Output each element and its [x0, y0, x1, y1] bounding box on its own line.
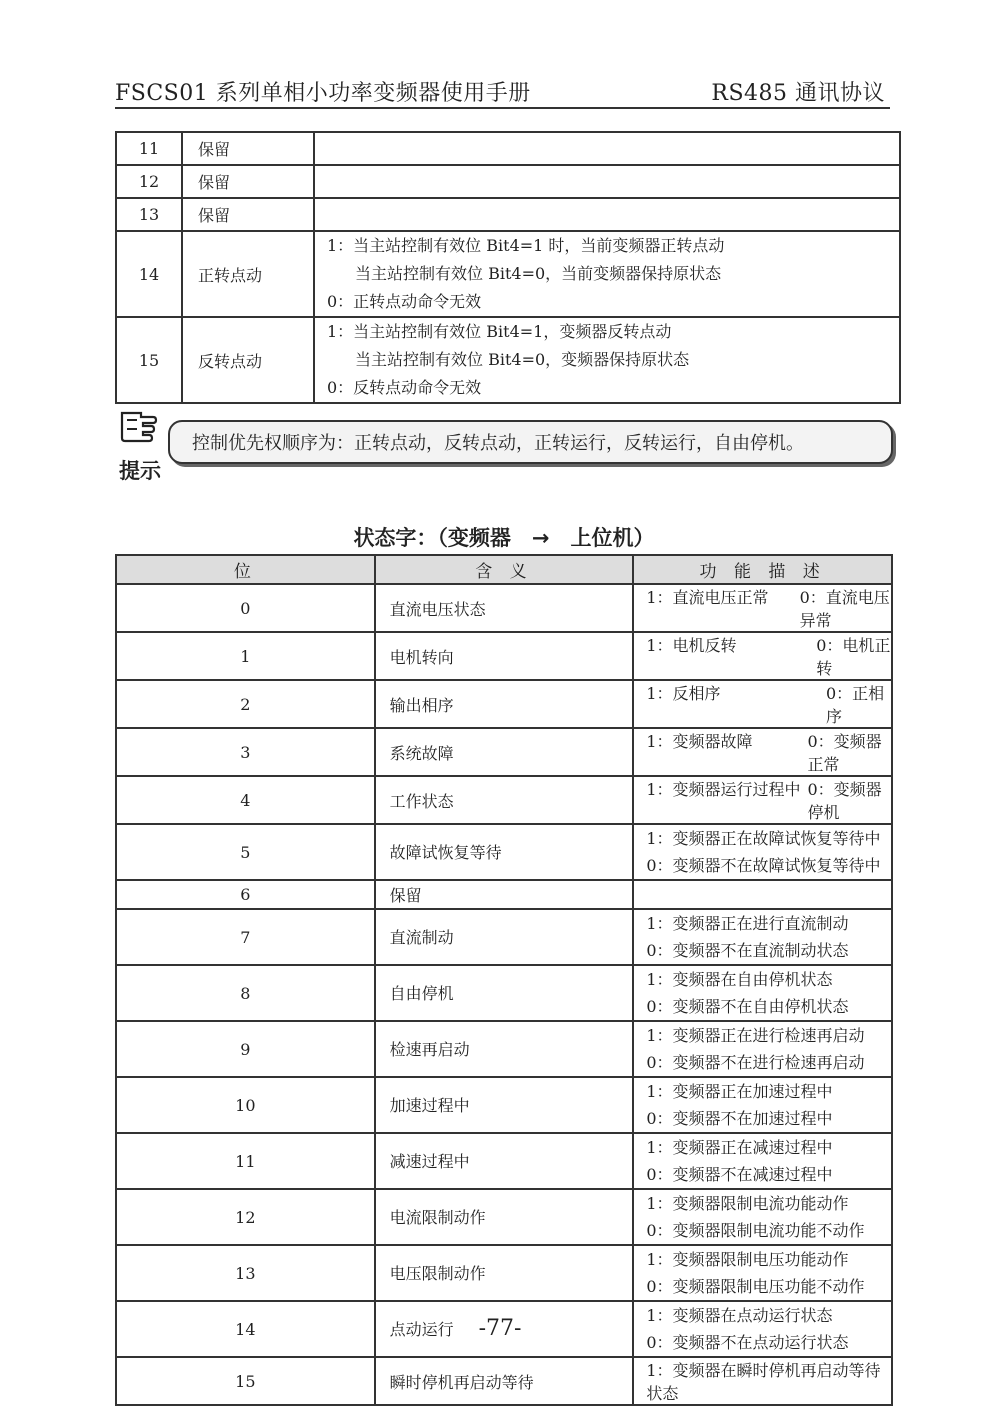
- table-row: [116, 584, 892, 632]
- table-row: [116, 198, 900, 231]
- bit-meaning: 检速再启动: [375, 1021, 634, 1077]
- function-pair: [646, 777, 891, 823]
- bit-function: [633, 776, 892, 824]
- table-row: [116, 776, 892, 824]
- tip-label: 提示: [119, 459, 161, 483]
- table-row: [116, 1077, 892, 1133]
- bit-function: [633, 1133, 892, 1189]
- page-number: -77-: [478, 1316, 522, 1341]
- bit-function: [633, 824, 892, 880]
- bit-name: 保留: [182, 132, 314, 165]
- page-header: [115, 72, 885, 108]
- bit-function: [633, 1021, 892, 1077]
- status-word-table: [115, 554, 893, 1406]
- control-word-table: [115, 131, 901, 404]
- bit-number: 1: [116, 632, 375, 680]
- bit-number: 0: [116, 584, 375, 632]
- bit-meaning: 故障试恢复等待: [375, 824, 634, 880]
- description-line: 1：当主站控制有效位 Bit4=1，变频器反转点动: [327, 322, 672, 341]
- value-one: 1：电机反转: [646, 636, 737, 655]
- col-header-meaning: 含 义: [375, 555, 634, 584]
- bit-meaning: 电压限制动作: [375, 1245, 634, 1301]
- table-row: [116, 317, 900, 403]
- function-line: 1：变频器正在加速过程中: [646, 1082, 833, 1101]
- bit-meaning: 电机转向: [375, 632, 634, 680]
- function-line: 1：变频器正在进行检速再启动: [646, 1026, 865, 1045]
- function-line: 0：变频器不在减速过程中: [646, 1165, 833, 1184]
- bit-function: [633, 1077, 892, 1133]
- function-pair: [646, 585, 891, 631]
- function-line: 0：变频器不在直流制动状态: [646, 941, 849, 960]
- table-row: [116, 1021, 892, 1077]
- function-line: 1：变频器正在减速过程中: [646, 1138, 833, 1157]
- bit-function: [633, 880, 892, 909]
- bit-number: 13: [116, 1245, 375, 1301]
- bit-description: [314, 317, 900, 403]
- function-line: 1：变频器在瞬时停机再启动等待状态: [646, 1361, 881, 1403]
- bit-number: 11: [116, 1133, 375, 1189]
- table-row: [116, 231, 900, 317]
- bit-number: 15: [116, 317, 182, 403]
- bit-number: 9: [116, 1021, 375, 1077]
- bit-meaning: 工作状态: [375, 776, 634, 824]
- bit-function: [633, 728, 892, 776]
- function-line: 1：变频器在自由停机状态: [646, 970, 833, 989]
- bit-function: [633, 1357, 892, 1405]
- table-row: [116, 909, 892, 965]
- function-line: 0：变频器限制电压功能不动作: [646, 1277, 865, 1296]
- bit-number: 3: [116, 728, 375, 776]
- function-line: 0：变频器不在加速过程中: [646, 1109, 833, 1128]
- description-line: 当主站控制有效位 Bit4=0，当前变频器保持原状态: [355, 264, 722, 283]
- bit-number: 15: [116, 1357, 375, 1405]
- function-line: 0：变频器不在进行检速再启动: [646, 1053, 865, 1072]
- bit-function: [633, 584, 892, 632]
- bit-number: 2: [116, 680, 375, 728]
- bit-number: 7: [116, 909, 375, 965]
- function-line: 1：变频器限制电流功能动作: [646, 1194, 849, 1213]
- bit-description: [314, 231, 900, 317]
- table-row: [116, 880, 892, 909]
- bit-name: 正转点动: [182, 231, 314, 317]
- function-line: 1：变频器在点动运行状态: [646, 1306, 833, 1325]
- manual-title: FSCS01 系列单相小功率变频器使用手册: [115, 81, 531, 106]
- table-row: [116, 680, 892, 728]
- bit-function: [633, 965, 892, 1021]
- bit-description: [314, 198, 900, 231]
- value-zero: 0：变频器正常: [807, 732, 882, 774]
- function-line: 0：变频器不在自由停机状态: [646, 997, 849, 1016]
- col-header-bit: 位: [116, 555, 375, 584]
- function-pair: [646, 729, 891, 775]
- bit-number: 10: [116, 1077, 375, 1133]
- col-header-function: 功 能 描 述: [633, 555, 892, 584]
- bit-number: 13: [116, 198, 182, 231]
- table-row: [116, 728, 892, 776]
- bit-number: 11: [116, 132, 182, 165]
- value-zero: 0：正相序: [825, 684, 885, 726]
- bit-number: 12: [116, 1189, 375, 1245]
- table-row: [116, 1245, 892, 1301]
- bit-meaning: 输出相序: [375, 680, 634, 728]
- function-line: 1：变频器正在故障试恢复等待中: [646, 829, 881, 848]
- bit-meaning: 点动运行: [375, 1301, 634, 1357]
- bit-name: 保留: [182, 198, 314, 231]
- table-row: [116, 824, 892, 880]
- value-zero: 0：变频器停机: [807, 780, 882, 822]
- bit-meaning: 减速过程中: [375, 1133, 634, 1189]
- value-one: 1：反相序: [646, 684, 721, 703]
- value-zero: 0：电机正转: [816, 636, 891, 678]
- bit-number: 4: [116, 776, 375, 824]
- note-hand-icon: [119, 409, 161, 447]
- status-word-title: 状态字：（变频器 → 上位机）: [353, 526, 655, 550]
- value-one: 1：直流电压正常: [646, 588, 769, 607]
- bit-meaning: 直流电压状态: [375, 584, 634, 632]
- bit-number: 5: [116, 824, 375, 880]
- table-row: [116, 1189, 892, 1245]
- value-one: 1：变频器故障: [646, 732, 753, 751]
- bit-meaning: 瞬时停机再启动等待: [375, 1357, 634, 1405]
- bit-number: 14: [116, 231, 182, 317]
- bit-meaning: 加速过程中: [375, 1077, 634, 1133]
- description-line: 0：反转点动命令无效: [327, 378, 482, 397]
- table-row: [116, 1133, 892, 1189]
- table-row: [116, 132, 900, 165]
- section-title: RS485 通讯协议: [711, 81, 885, 106]
- function-line: 0：变频器不在点动运行状态: [646, 1333, 849, 1352]
- description-line: 0：正转点动命令无效: [327, 292, 482, 311]
- bit-meaning: 系统故障: [375, 728, 634, 776]
- bit-function: [633, 909, 892, 965]
- table-row: [116, 1357, 892, 1405]
- table-row: [116, 165, 900, 198]
- value-one: 1：变频器运行过程中: [646, 780, 801, 799]
- function-pair: [646, 633, 891, 679]
- header-rule: [115, 107, 890, 109]
- value-zero: 0：直流电压异常: [799, 588, 890, 630]
- bit-function: [633, 1189, 892, 1245]
- function-line: 0：变频器限制电流功能不动作: [646, 1221, 865, 1240]
- bit-function: [633, 1245, 892, 1301]
- bit-meaning: 电流限制动作: [375, 1189, 634, 1245]
- bit-function: [633, 680, 892, 728]
- bit-name: 保留: [182, 165, 314, 198]
- bit-description: [314, 132, 900, 165]
- bit-description: [314, 165, 900, 198]
- tip-text: 控制优先权顺序为：正转点动，反转点动，正转运行，反转运行，自由停机。: [168, 420, 893, 464]
- function-line: 1：变频器限制电压功能动作: [646, 1250, 849, 1269]
- bit-meaning: 自由停机: [375, 965, 634, 1021]
- bit-name: 反转点动: [182, 317, 314, 403]
- function-line: 1：变频器正在进行直流制动: [646, 914, 849, 933]
- function-pair: [646, 681, 891, 727]
- tip-box: [115, 407, 905, 487]
- table-row: [116, 632, 892, 680]
- bit-meaning: 保留: [375, 880, 634, 909]
- description-line: 当主站控制有效位 Bit4=0，变频器保持原状态: [355, 350, 690, 369]
- bit-meaning: 直流制动: [375, 909, 634, 965]
- bit-number: 8: [116, 965, 375, 1021]
- description-line: 1：当主站控制有效位 Bit4=1 时，当前变频器正转点动: [327, 236, 725, 255]
- bit-function: [633, 632, 892, 680]
- bit-number: 12: [116, 165, 182, 198]
- function-line: 0：变频器不在故障试恢复等待中: [646, 856, 881, 875]
- bit-number: 6: [116, 880, 375, 909]
- bit-number: 14: [116, 1301, 375, 1357]
- table-row: [116, 965, 892, 1021]
